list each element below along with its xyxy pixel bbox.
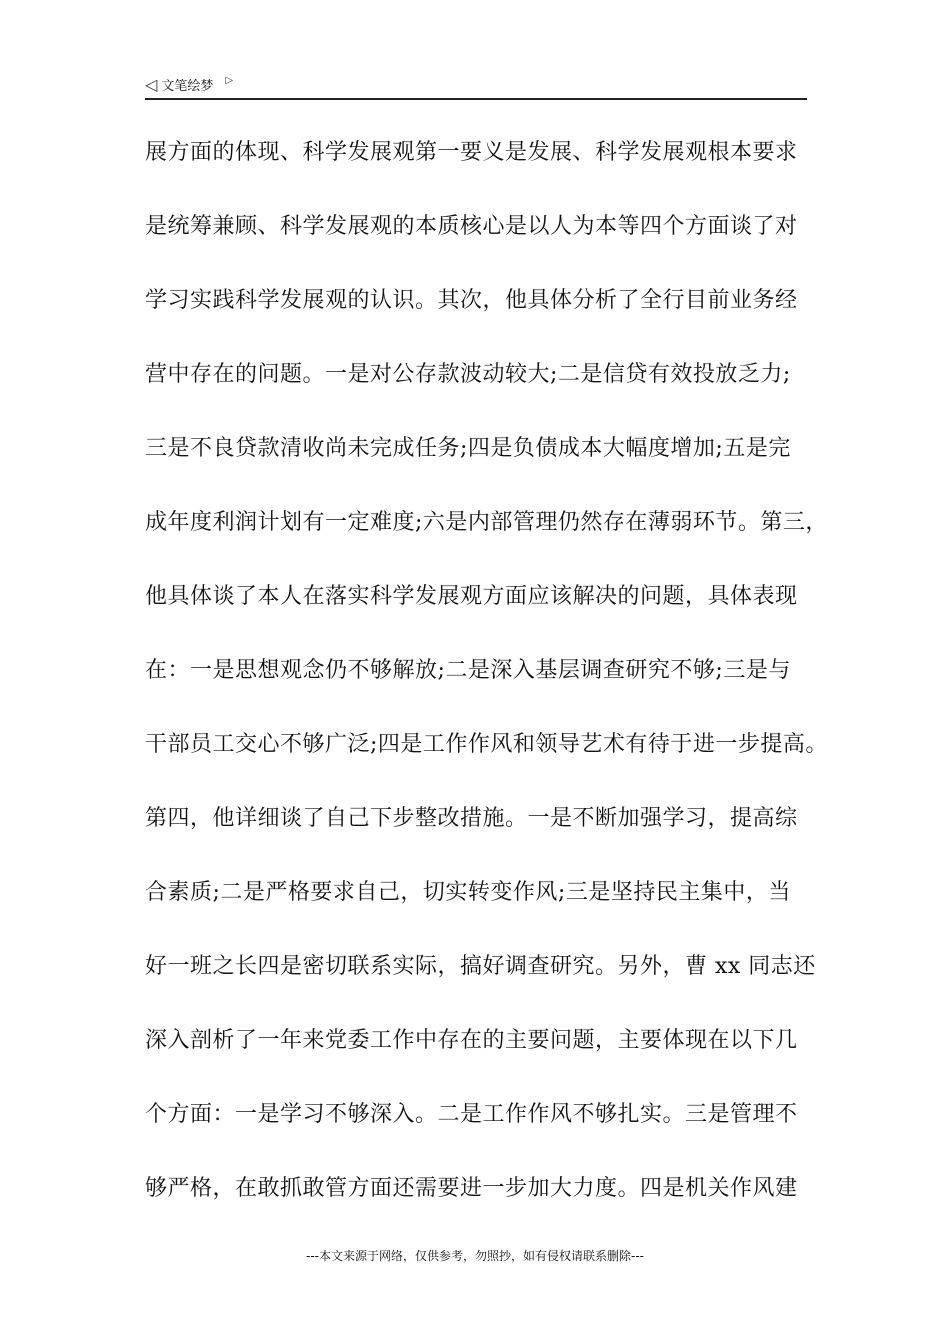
text-line: 成年度利润计划有一定难度;六是内部管理仍然存在薄弱环节。第三， bbox=[145, 510, 828, 535]
text-line: 深入剖析了一年来党委工作中存在的主要问题，主要体现在以下几 bbox=[145, 1028, 798, 1053]
text-line: 营中存在的问题。一是对公存款波动较大;二是信贷有效投放乏力; bbox=[145, 362, 791, 387]
text-line: 个方面：一是学习不够深入。二是工作作风不够扎实。三是管理不 bbox=[145, 1102, 798, 1127]
text-line: 够严格，在敢抓敢管方面还需要进一步加大力度。四是机关作风建 bbox=[145, 1176, 798, 1201]
text-line: 干部员工交心不够广泛;四是工作作风和领导艺术有待于进一步提高。 bbox=[145, 732, 828, 757]
text-line: 在：一是思想观念仍不够解放;二是深入基层调查研究不够;三是与 bbox=[145, 658, 791, 683]
text-line: 是统筹兼顾、科学发展观的本质核心是以人为本等四个方面谈了对 bbox=[145, 214, 798, 239]
document-body bbox=[145, 130, 828, 1240]
header-title: 文笔绘梦 bbox=[161, 79, 214, 94]
header-brand bbox=[145, 75, 233, 94]
text-line: 学习实践科学发展观的认识。其次，他具体分析了全行目前业务经 bbox=[145, 288, 798, 313]
text-line: 好一班之长四是密切联系实际，搞好调查研究。另外，曹 xx 同志还 bbox=[145, 954, 816, 979]
text-line: 第四，他详细谈了自己下步整改措施。一是不断加强学习，提高综 bbox=[145, 806, 798, 831]
text-line: 三是不良贷款清收尚未完成任务;四是负债成本大幅度增加;五是完 bbox=[145, 436, 791, 461]
text-line: 展方面的体现、科学发展观第一要义是发展、科学发展观根本要求 bbox=[145, 140, 798, 165]
page-header bbox=[145, 70, 807, 100]
left-triangle-icon: ◁ bbox=[145, 74, 158, 94]
text-line: 他具体谈了本人在落实科学发展观方面应该解决的问题，具体表现 bbox=[145, 584, 798, 609]
page-footer: ---本文来源于网络，仅供参考，勿照抄，如有侵权请联系删除--- bbox=[306, 1249, 644, 1263]
text-line: 合素质;二是严格要求自己，切实转变作风;三是坚持民主集中，当 bbox=[145, 880, 791, 905]
right-triangle-icon: ▷ bbox=[225, 74, 234, 86]
